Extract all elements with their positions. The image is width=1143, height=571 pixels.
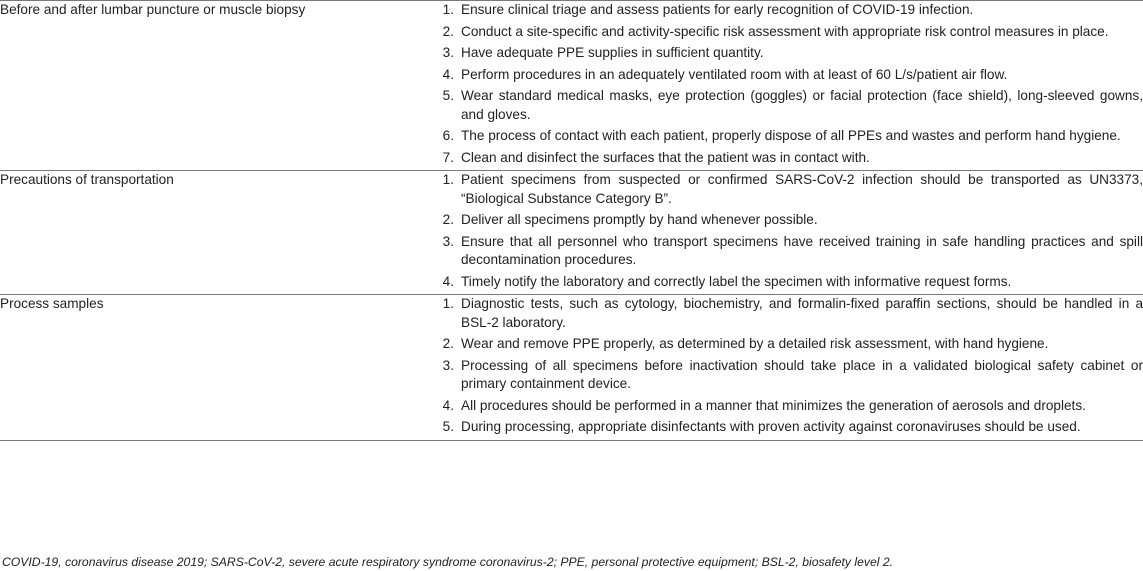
section-label: Process samples: [0, 296, 104, 311]
step-list: [432, 171, 1143, 291]
step-number: 7.: [442, 149, 454, 165]
step-text: Perform procedures in an adequately ventilated room with at least of 60 L/s/patient air flow.: [461, 66, 1008, 82]
step-number: 1.: [442, 172, 454, 187]
list-item: [432, 44, 1143, 63]
steps-cell: [432, 171, 1143, 295]
list-item: [432, 149, 1143, 168]
step-text: All procedures should be performed in a manner that minimizes the generation of aerosols and droplets.: [461, 397, 1086, 413]
list-item: [432, 1, 1143, 20]
step-text: Timely notify the laboratory and correctly label the specimen with informative request forms.: [461, 273, 1012, 289]
step-text: During processing, appropriate disinfectants with proven activity against coronaviruses should be used.: [461, 419, 1081, 434]
step-number: 2.: [442, 212, 454, 227]
table-row: [0, 1, 1143, 171]
step-text: Processing of all specimens before inactivation should take place in a validated biological safety cabinet or primary containment device.: [461, 357, 1143, 391]
table-row: [0, 171, 1143, 295]
list-item: [432, 357, 1143, 394]
step-text: Ensure clinical triage and assess patients for early recognition of COVID-19 infection.: [461, 2, 974, 17]
step-text: Wear standard medical masks, eye protection (goggles) or facial protection (face shield), long-sleeved gowns, and gloves.: [461, 88, 1143, 122]
list-item: [432, 295, 1143, 332]
step-number: 5.: [442, 419, 454, 434]
step-number: 6.: [442, 128, 454, 143]
step-number: 1.: [442, 2, 454, 17]
step-number: 4.: [442, 66, 454, 82]
list-item: [432, 87, 1143, 124]
list-item: [432, 171, 1143, 208]
step-number: 3.: [442, 357, 454, 373]
step-list: [432, 1, 1143, 167]
step-number: 3.: [442, 233, 454, 249]
section-cell: [0, 295, 432, 441]
list-item: [432, 418, 1143, 437]
step-text: Wear and remove PPE properly, as determined by a detailed risk assessment, with hand hygiene.: [461, 336, 1049, 351]
step-text: The process of contact with each patient, properly dispose of all PPEs and wastes and perform hand hygiene.: [461, 128, 1121, 143]
list-item: [432, 23, 1143, 42]
step-number: 5.: [442, 88, 454, 103]
list-item: [432, 211, 1143, 230]
step-text: Deliver all specimens promptly by hand whenever possible.: [461, 212, 818, 227]
step-text: Ensure that all personnel who transport specimens have received training in safe handling practices and spill decontamination procedures.: [461, 233, 1143, 267]
section-label: Precautions of transportation: [0, 172, 174, 187]
list-item: [432, 233, 1143, 270]
step-number: 4.: [442, 273, 454, 289]
step-text: Diagnostic tests, such as cytology, biochemistry, and formalin-fixed paraffin sections, should be handled in a BSL-2 laboratory.: [461, 296, 1143, 330]
step-text: Conduct a site-specific and activity-specific risk assessment with appropriate risk control measures in place.: [461, 23, 1109, 39]
table-body: [0, 1, 1143, 441]
step-number: 2.: [442, 336, 454, 351]
steps-cell: [432, 295, 1143, 441]
step-number: 2.: [442, 23, 454, 39]
steps-cell: [432, 1, 1143, 171]
table-row: [0, 295, 1143, 441]
step-number: 4.: [442, 397, 454, 413]
section-cell: [0, 171, 432, 295]
list-item: [432, 127, 1143, 146]
list-item: [432, 66, 1143, 85]
section-cell: [0, 1, 432, 171]
step-text: Clean and disinfect the surfaces that the patient was in contact with.: [461, 149, 870, 165]
list-item: [432, 273, 1143, 292]
table-footnote: COVID-19, coronavirus disease 2019; SARS-CoV-2, severe acute respiratory syndrome coronavirus-2; PPE, personal protective equipment; BSL-2, biosafety level 2.: [2, 555, 894, 569]
section-label: Before and after lumbar puncture or muscle biopsy: [0, 2, 306, 17]
step-text: Patient specimens from suspected or confirmed SARS-CoV-2 infection should be transported as UN3373, “Biological Substance Category B”.: [461, 172, 1143, 206]
step-list: [432, 295, 1143, 437]
list-item: [432, 335, 1143, 354]
step-text: Have adequate PPE supplies in sufficient quantity.: [461, 45, 764, 60]
step-number: 3.: [442, 45, 454, 60]
list-item: [432, 397, 1143, 416]
step-number: 1.: [442, 296, 454, 311]
